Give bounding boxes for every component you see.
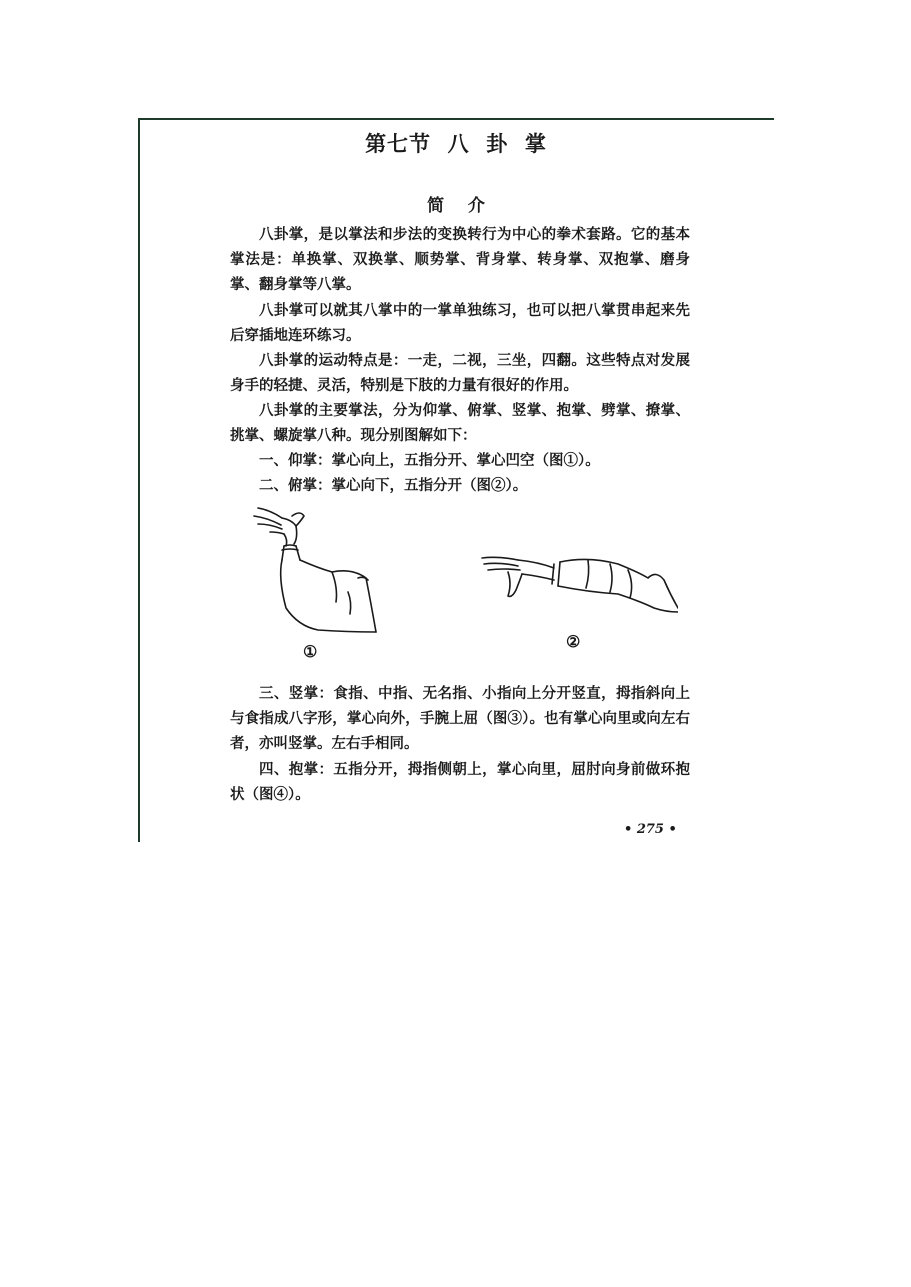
paragraph-vertical-palm: 三、竖掌：食指、中指、无名指、小指向上分开竖直，拇指斜向上与食指成八字形，掌心向外，手腕上屈（图③）。也有掌心向里或向左右者，亦叫竖掌。左右手相同。 bbox=[230, 685, 690, 752]
section-title: 第七节 八 卦 掌 bbox=[365, 131, 547, 156]
figure-2-palm-down-illustration bbox=[478, 550, 678, 626]
figure-1-palm-up-illustration bbox=[248, 498, 398, 638]
paragraph-intro: 八卦掌，是以掌法和步法的变换转行为中心的拳术套路。它的基本掌法是：单换掌、双换掌、顺势掌、背身掌、转身掌、双抱掌、磨身掌、翻身掌等八掌。 bbox=[230, 226, 690, 293]
figure-1-label: ① bbox=[303, 642, 318, 661]
page-number: • 275 • bbox=[624, 822, 677, 837]
figure-2-label: ② bbox=[566, 632, 581, 651]
paragraph-features: 八卦掌的运动特点是：一走，二视，三坐，四翻。这些特点对发展身手的轻捷、灵活，特别是下肢的力量有很好的作用。 bbox=[230, 352, 690, 394]
top-rule bbox=[138, 118, 774, 120]
paragraph-palm-types: 八卦掌的主要掌法，分为仰掌、俯掌、竖掌、抱掌、劈掌、撩掌、挑掌、螺旋掌八种。现分别图解如下： bbox=[230, 402, 690, 444]
paragraph-practice: 八卦掌可以就其八掌中的一掌单独练习，也可以把八掌贯串起来先后穿插地连环练习。 bbox=[230, 302, 690, 344]
paragraph-palm-down: 二、俯掌：掌心向下，五指分开（图②）。 bbox=[259, 477, 528, 494]
paragraph-palm-up: 一、仰掌：掌心向上，五指分开、掌心凹空（图①）。 bbox=[259, 452, 600, 469]
paragraph-embracing-palm: 四、抱掌：五指分开，拇指侧朝上，掌心向里，屈肘向身前做环抱状（图④）。 bbox=[230, 761, 690, 803]
left-rule bbox=[138, 118, 140, 842]
section-subtitle: 简 介 bbox=[427, 196, 485, 216]
book-page-scan bbox=[138, 118, 774, 842]
